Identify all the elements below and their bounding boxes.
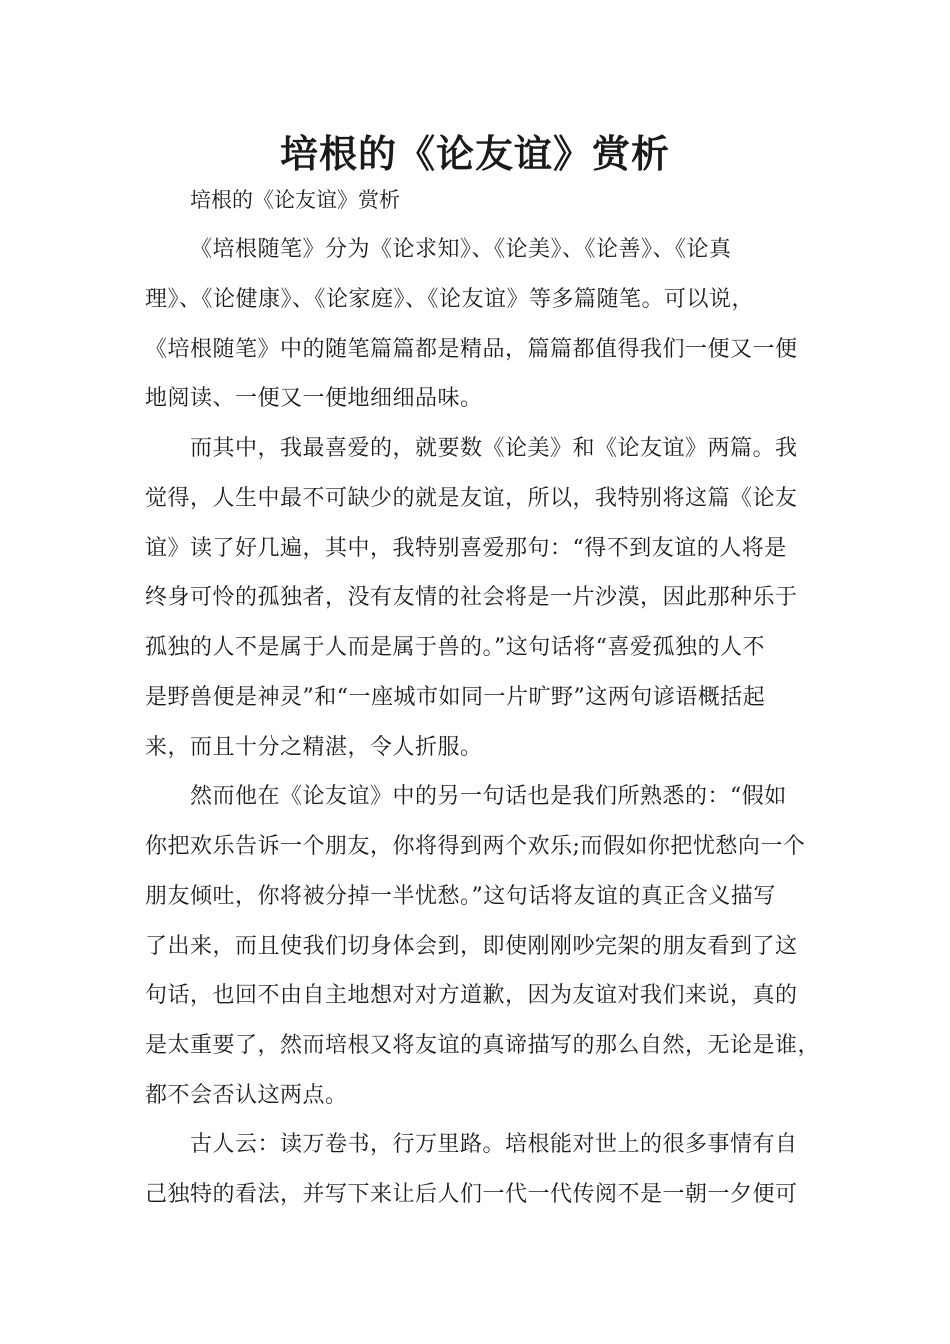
text-line: 而其中，我最喜爱的，就要数《论美》和《论友谊》两篇。我 — [190, 436, 798, 461]
text-line: 终身可怜的孤独者，没有友情的社会将是一片沙漠，因此那种乐于 — [145, 585, 798, 610]
text-line: 觉得，人生中最不可缺少的就是友谊，所以，我特别将这篇《论友 — [145, 486, 798, 511]
text-line: 然而他在《论友谊》中的另一句话也是我们所熟悉的：“假如 — [190, 784, 787, 809]
document-subtitle: 培根的《论友谊》赏析 — [190, 188, 400, 212]
text-line: 《培根随笔》中的随笔篇篇都是精品，篇篇都值得我们一便又一便 — [145, 337, 798, 362]
text-line: 古人云：读万卷书，行万里路。培根能对世上的很多事情有自 — [190, 1132, 798, 1157]
text-line: 地阅读、一便又一便地细细品味。 — [145, 386, 483, 411]
text-line: 孤独的人不是属于人而是属于兽的。”这句话将“喜爱孤独的人不 — [145, 635, 765, 660]
text-line: 是太重要了，然而培根又将友谊的真谛描写的那么自然，无论是谁， — [145, 1033, 821, 1058]
document-title: 培根的《论友谊》赏析 — [279, 132, 670, 176]
text-line: 《培根随笔》分为《论求知》、《论美》、《论善》、《论真 — [190, 237, 732, 262]
text-line: 是野兽便是神灵”和“一座城市如同一片旷野”这两句谚语概括起 — [145, 685, 766, 710]
text-line: 了出来，而且使我们切身体会到，即使刚刚吵完架的朋友看到了这 — [145, 934, 798, 959]
text-line: 来，而且十分之精湛，令人折服。 — [145, 735, 483, 760]
text-line: 己独特的看法，并写下来让后人们一代一代传阅不是一朝一夕便可 — [145, 1182, 798, 1207]
text-line: 理》、《论健康》、《论家庭》、《论友谊》等多篇随笔。可以说， — [145, 287, 755, 312]
text-line: 句话，也回不由自主地想对对方道歉，因为友谊对我们来说，真的 — [145, 983, 798, 1008]
text-line: 都不会否认这两点。 — [145, 1083, 348, 1108]
text-line: 朋友倾吐，你将被分掉一半忧愁。”这句话将友谊的真正含义描写 — [145, 884, 776, 909]
text-line: 谊》读了好几遍，其中，我特别喜爱那句：“得不到友谊的人将是 — [145, 536, 787, 561]
text-line: 你把欢乐告诉一个朋友，你将得到两个欢乐;而假如你把忧愁向一个 — [145, 834, 806, 859]
